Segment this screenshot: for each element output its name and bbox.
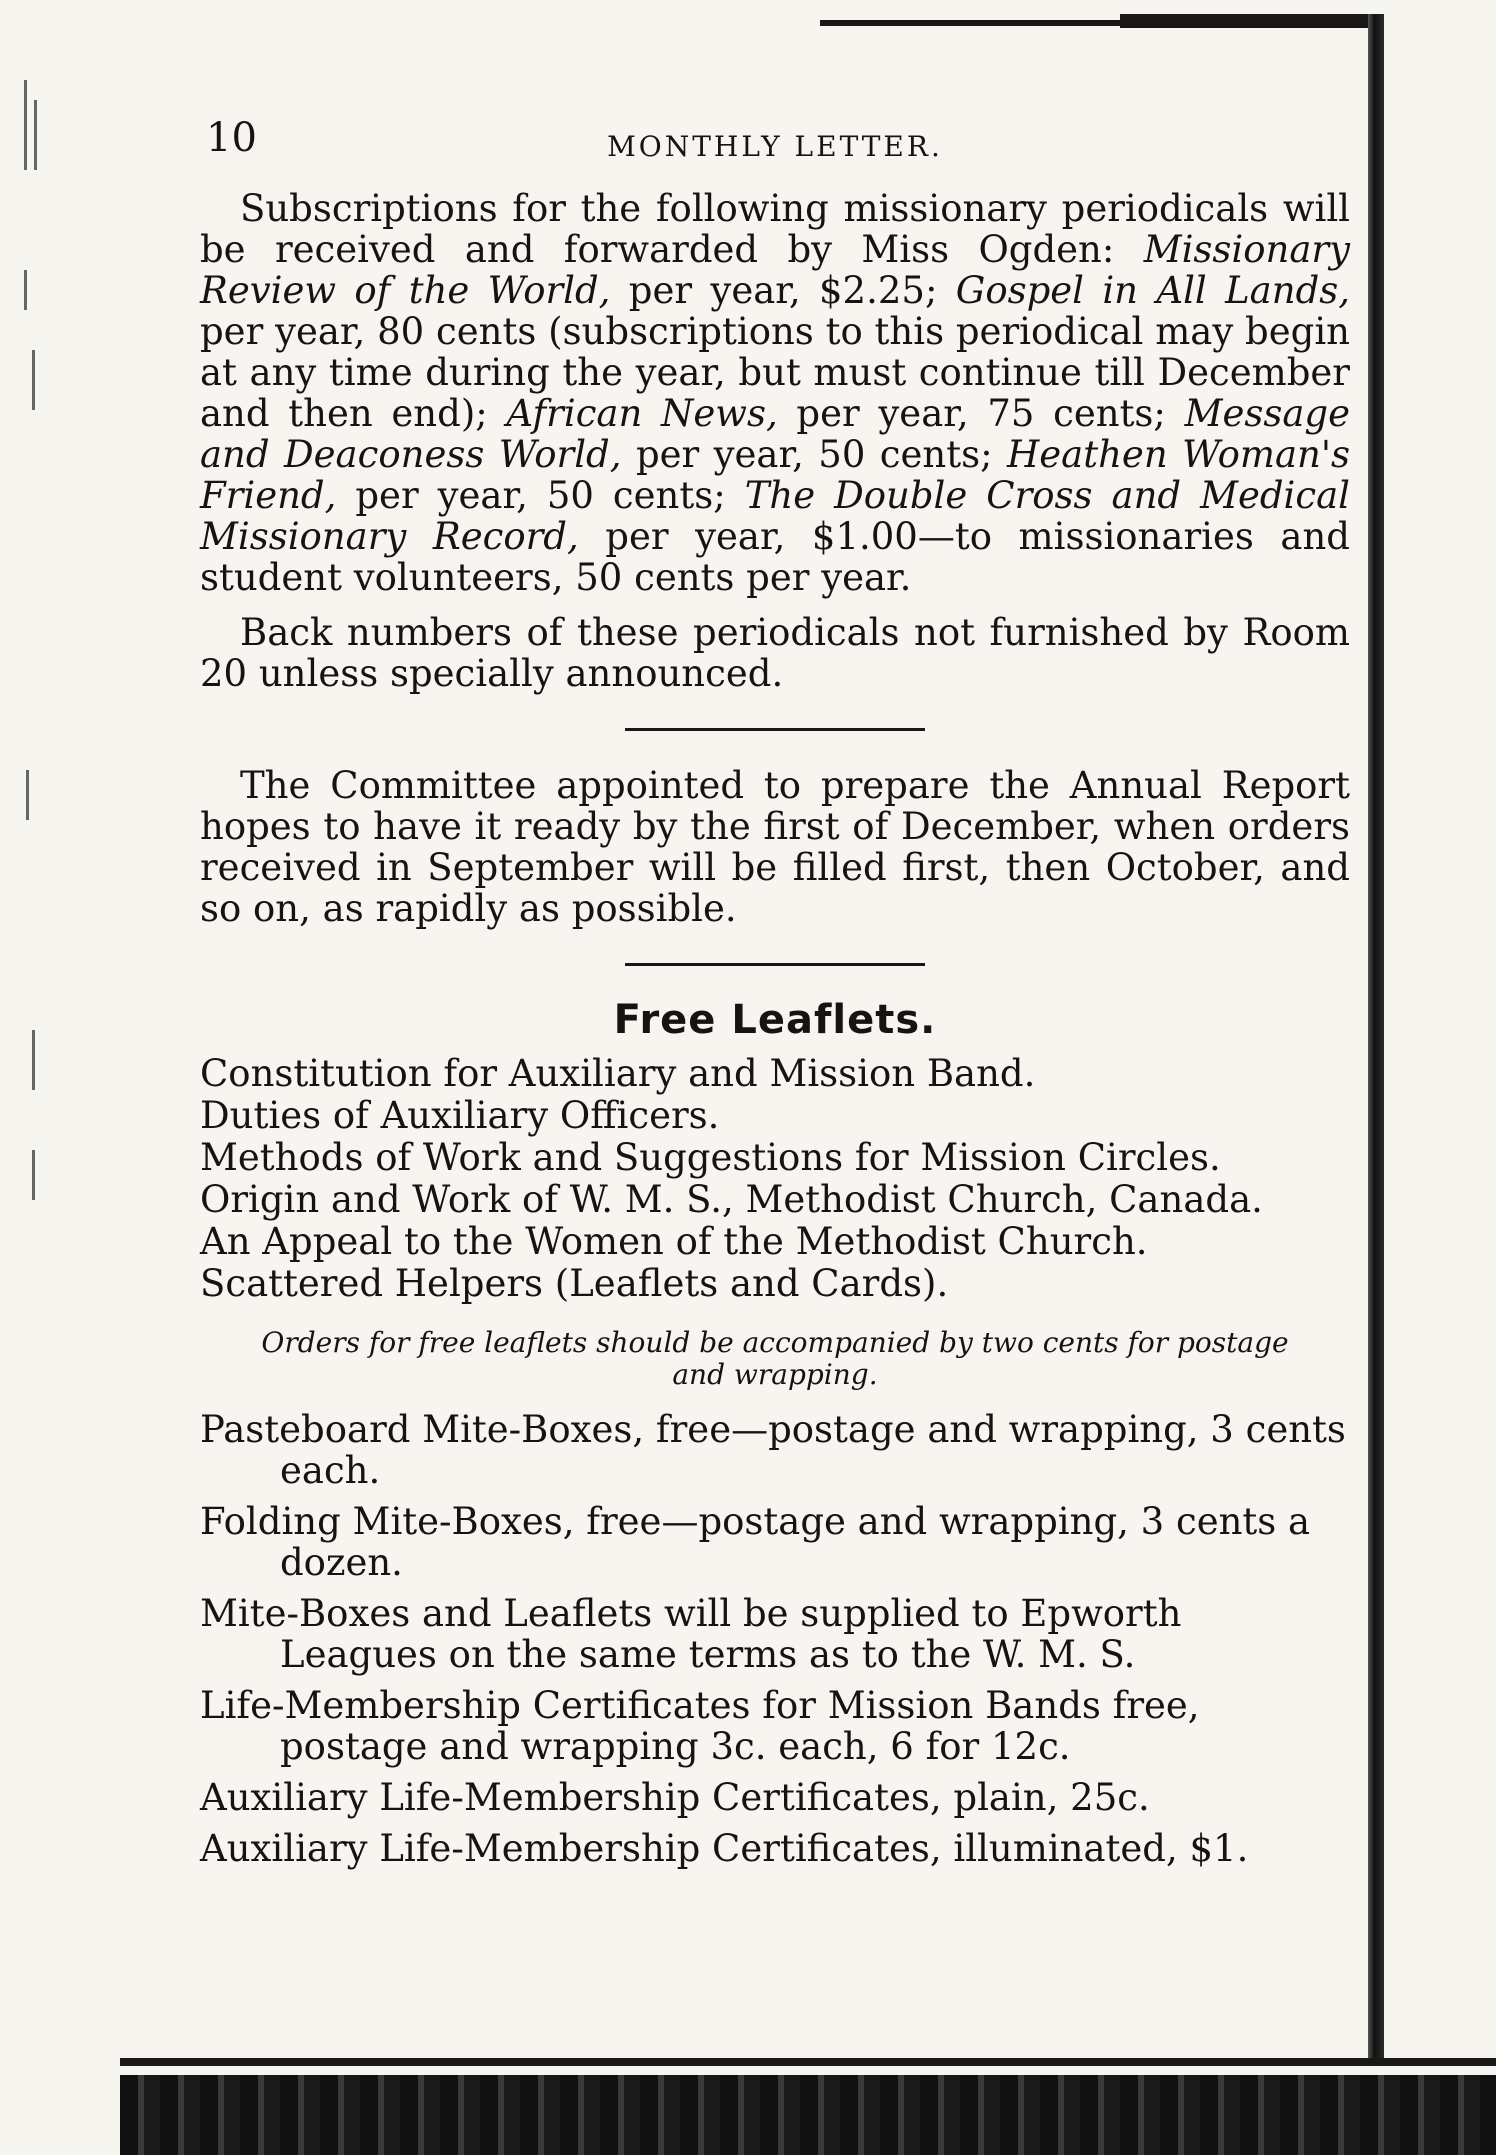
supply-item: Folding Mite-Boxes, free—postage and wrapping, 3 cents a dozen. xyxy=(200,1500,1311,1584)
page-edge-top-corner xyxy=(1120,14,1375,28)
page-content xyxy=(200,115,1350,1870)
page-edge-right xyxy=(1368,14,1384,2064)
annual-report-paragraph: The Committee appointed to prepare the Annual Report hopes to have it ready by the first of December, when orders received in September will be filled first, then October, and so on, as rapidly as possible. xyxy=(200,764,1350,930)
running-head: MONTHLY LETTER. xyxy=(607,130,943,163)
left-margin-marks xyxy=(22,70,52,1270)
page-header xyxy=(200,115,1350,188)
periodical-title: Gospel in All Lands, xyxy=(955,269,1350,312)
bottom-edge-rule xyxy=(120,2058,1496,2066)
free-leaflets-heading: Free Leaflets. xyxy=(613,997,937,1043)
periodical-title: African News, xyxy=(506,392,778,435)
page-number: 10 xyxy=(206,115,257,161)
section-divider xyxy=(625,728,925,731)
subscriptions-paragraph: Subscriptions for the following missionary periodicals will be received and forwarded by Miss Ogden: Missionary Review of the World, per year, $2.25; Gospel in All Lands, per year, 80 cents (subscriptions to this periodical may begin at any time during the year, but must continue till December and then end); African News, per year, 75 cents; Message and Deaconess World, per year, 50 cents; Heathen Woman's Friend, per year, 50 cents; The Double Cross and Medical Missionary Record, per year, $1.00—to missionaries and student volunteers, 50 cents per year. xyxy=(200,187,1350,599)
list-item: Scattered Helpers (Leaflets and Cards). xyxy=(200,1262,949,1305)
supply-item: Mite-Boxes and Leaflets will be supplied to Epworth Leagues on the same terms as to the W. M. S. xyxy=(200,1592,1182,1676)
back-numbers-paragraph: Back numbers of these periodicals not furnished by Room 20 unless specially announced. xyxy=(200,611,1350,695)
list-item: Methods of Work and Suggestions for Mission Circles. xyxy=(200,1136,1221,1179)
periodical-title: Missionary Review of the World, xyxy=(200,228,1350,312)
free-leaflets-list xyxy=(200,1053,1350,1305)
list-item: An Appeal to the Women of the Methodist Church. xyxy=(200,1220,1148,1263)
list-item: Origin and Work of W. M. S., Methodist Church, Canada. xyxy=(200,1178,1263,1221)
supply-item: Auxiliary Life-Membership Certificates, plain, 25c. xyxy=(200,1776,1150,1819)
list-item: Constitution for Auxiliary and Mission Band. xyxy=(200,1052,1036,1095)
supply-item: Life-Membership Certificates for Mission Bands free, postage and wrapping 3c. each, 6 for 12c. xyxy=(200,1684,1200,1768)
supply-item: Pasteboard Mite-Boxes, free—postage and wrapping, 3 cents each. xyxy=(200,1408,1346,1492)
periodical-title: The Double Cross and Medical Missionary Record, xyxy=(200,474,1350,558)
section-divider xyxy=(625,963,925,966)
periodical-title: Heathen Woman's Friend, xyxy=(200,433,1350,517)
leaflets-order-note: Orders for free leaflets should be accompanied by two cents for postage and wrapping. xyxy=(261,1326,1289,1391)
list-item: Duties of Auxiliary Officers. xyxy=(200,1094,720,1137)
periodical-title: Message and Deaconess World, xyxy=(200,392,1350,476)
supply-item: Auxiliary Life-Membership Certificates, illuminated, $1. xyxy=(200,1827,1249,1870)
bottom-edge-band xyxy=(120,2075,1496,2155)
